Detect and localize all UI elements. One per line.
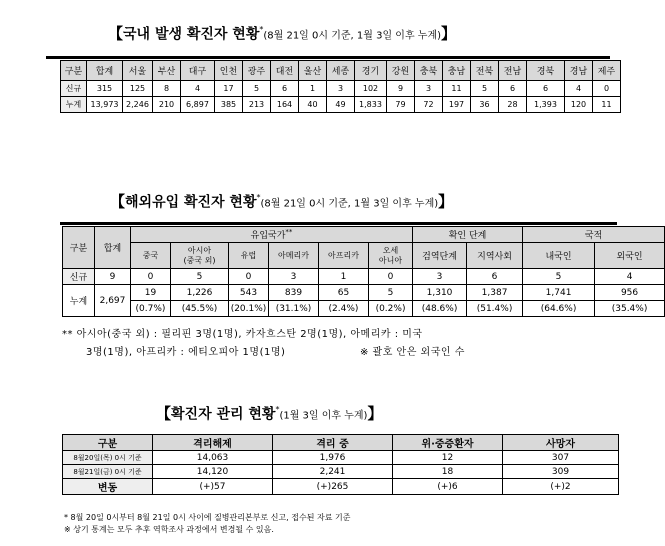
management-header: 구분 bbox=[63, 435, 153, 451]
management-cell: 14,120 bbox=[153, 465, 273, 479]
management-cell: 309 bbox=[503, 465, 619, 479]
management-footnote-1: * 8월 20일 0시부터 8월 21일 0시 사이에 질병관리본부로 신고, 접수된 자료 기준 bbox=[64, 513, 351, 522]
management-cell: (+)57 bbox=[153, 479, 273, 495]
domestic-region-header: 인천 bbox=[215, 61, 243, 81]
management-header: 격리 중 bbox=[273, 435, 393, 451]
management-row-label: 8월20일(목) 0시 기준 bbox=[63, 451, 153, 465]
section2-title-text: 해외유입 확진자 현황 bbox=[125, 194, 257, 211]
imported-country-header: 유럽 bbox=[229, 243, 269, 269]
domestic-gubun-header: 구분 bbox=[61, 61, 87, 81]
domestic-region-header: 충남 bbox=[443, 61, 471, 81]
imported-percent-value: (31.1%) bbox=[269, 301, 319, 317]
section2-title: 【해외유입 확진자 현황*(8월 21일 0시 기준, 1월 3일 이후 누계)】 bbox=[110, 192, 454, 211]
management-cell: 307 bbox=[503, 451, 619, 465]
domestic-region-header: 경북 bbox=[527, 61, 565, 81]
domestic-cell: 49 bbox=[327, 97, 355, 113]
imported-country-group-header bbox=[131, 227, 413, 243]
imported-nation-header: 외국인 bbox=[595, 243, 665, 269]
imported-cum-value: 1,310 bbox=[413, 285, 467, 301]
domestic-cell: 4 bbox=[565, 81, 593, 97]
section2-subtitle: (8월 21일 0시 기준, 1월 3일 이후 누계) bbox=[260, 198, 439, 210]
imported-percent-value: (51.4%) bbox=[467, 301, 523, 317]
domestic-row-label: 누계 bbox=[61, 97, 87, 113]
country-group-label: 유입국가 bbox=[250, 231, 286, 241]
domestic-region-header: 대구 bbox=[181, 61, 215, 81]
domestic-region-header: 대전 bbox=[271, 61, 299, 81]
domestic-cell: 5 bbox=[243, 81, 271, 97]
imported-percent-value: (2.4%) bbox=[319, 301, 369, 317]
imported-new-total: 9 bbox=[95, 269, 131, 285]
domestic-cell: 28 bbox=[499, 97, 527, 113]
management-row bbox=[63, 451, 619, 465]
imported-cum-value: 19 bbox=[131, 285, 171, 301]
imported-stage-header: 검역단계 bbox=[413, 243, 467, 269]
domestic-region-header: 부산 bbox=[153, 61, 181, 81]
imported-gubun-header: 구분 bbox=[63, 227, 95, 269]
domestic-cell: 120 bbox=[565, 97, 593, 113]
imported-new-row bbox=[63, 269, 665, 285]
section1-subtitle: (8월 21일 0시 기준, 1월 3일 이후 누계) bbox=[263, 30, 442, 42]
domestic-cell: 125 bbox=[123, 81, 153, 97]
domestic-cases-table bbox=[60, 60, 621, 113]
domestic-cumulative-row bbox=[61, 97, 621, 113]
imported-cumulative-row bbox=[63, 285, 665, 301]
imported-percent-value: (48.6%) bbox=[413, 301, 467, 317]
imported-new-value: 0 bbox=[369, 269, 413, 285]
domestic-cell: 164 bbox=[271, 97, 299, 113]
imported-header-group-row bbox=[63, 227, 665, 243]
imported-new-value: 3 bbox=[269, 269, 319, 285]
domestic-cell: 1,393 bbox=[527, 97, 565, 113]
management-header: 위·중증환자 bbox=[393, 435, 503, 451]
country-group-asterisk: ** bbox=[285, 228, 293, 236]
section3-subtitle: (1월 3일 이후 누계) bbox=[279, 410, 368, 422]
management-header: 격리해제 bbox=[153, 435, 273, 451]
domestic-region-header: 경남 bbox=[565, 61, 593, 81]
domestic-cell: 0 bbox=[593, 81, 621, 97]
domestic-header-row bbox=[61, 61, 621, 81]
management-cell: (+)265 bbox=[273, 479, 393, 495]
domestic-cell: 36 bbox=[471, 97, 499, 113]
section2-top-rule bbox=[60, 222, 617, 225]
domestic-region-header: 전남 bbox=[499, 61, 527, 81]
imported-note-line1: ** 아시아(중국 외) : 필리핀 3명(1명), 카자흐스탄 2명(1명), 아메리카 : 미국 bbox=[62, 329, 423, 340]
domestic-cell: 13,973 bbox=[87, 97, 123, 113]
imported-country-header: 아프리카 bbox=[319, 243, 369, 269]
domestic-cell: 4 bbox=[181, 81, 215, 97]
domestic-cell: 72 bbox=[415, 97, 443, 113]
management-cell: 1,976 bbox=[273, 451, 393, 465]
imported-cum-value: 1,387 bbox=[467, 285, 523, 301]
management-cell: 14,063 bbox=[153, 451, 273, 465]
management-row-label: 8월21일(금) 0시 기준 bbox=[63, 465, 153, 479]
domestic-region-header: 광주 bbox=[243, 61, 271, 81]
imported-cum-value: 1,741 bbox=[523, 285, 595, 301]
imported-note-line2: 3명(1명), 아프리카 : 에티오피아 1명(1명) bbox=[86, 347, 286, 358]
imported-percent-value: (45.5%) bbox=[171, 301, 229, 317]
imported-country-header: 중국 bbox=[131, 243, 171, 269]
imported-nation-group-header: 국적 bbox=[523, 227, 665, 243]
imported-new-value: 1 bbox=[319, 269, 369, 285]
imported-cum-total: 2,697 bbox=[95, 285, 131, 317]
imported-new-value: 5 bbox=[523, 269, 595, 285]
domestic-cell: 11 bbox=[593, 97, 621, 113]
domestic-cell: 9 bbox=[387, 81, 415, 97]
domestic-region-header: 제주 bbox=[593, 61, 621, 81]
imported-country-header: 아시아 (중국 외) bbox=[171, 243, 229, 269]
imported-percent-value: (0.2%) bbox=[369, 301, 413, 317]
domestic-cell: 3 bbox=[327, 81, 355, 97]
management-row-label: 변동 bbox=[63, 479, 153, 495]
imported-percent-row bbox=[63, 301, 665, 317]
imported-cum-value: 839 bbox=[269, 285, 319, 301]
domestic-row-label: 신규 bbox=[61, 81, 87, 97]
section3-title-asterisk: * bbox=[275, 405, 280, 414]
domestic-cell: 1 bbox=[299, 81, 327, 97]
domestic-region-header: 강원 bbox=[387, 61, 415, 81]
domestic-cell: 6 bbox=[527, 81, 565, 97]
imported-percent-value: (35.4%) bbox=[595, 301, 665, 317]
management-cell: 18 bbox=[393, 465, 503, 479]
imported-header-sub-row bbox=[63, 243, 665, 269]
section3-title: 【확진자 관리 현황*(1월 3일 이후 누계)】 bbox=[156, 404, 383, 423]
management-cell: (+)2 bbox=[503, 479, 619, 495]
domestic-cell: 315 bbox=[87, 81, 123, 97]
domestic-cell: 1,833 bbox=[355, 97, 387, 113]
domestic-cell: 40 bbox=[299, 97, 327, 113]
imported-new-value: 4 bbox=[595, 269, 665, 285]
management-cell: 12 bbox=[393, 451, 503, 465]
domestic-cell: 5 bbox=[471, 81, 499, 97]
domestic-region-header: 경기 bbox=[355, 61, 387, 81]
management-cell: (+)6 bbox=[393, 479, 503, 495]
imported-percent-value: (0.7%) bbox=[131, 301, 171, 317]
domestic-cell: 210 bbox=[153, 97, 181, 113]
imported-percent-value: (20.1%) bbox=[229, 301, 269, 317]
domestic-region-header: 세종 bbox=[327, 61, 355, 81]
imported-cases-table bbox=[62, 226, 665, 317]
imported-cum-value: 5 bbox=[369, 285, 413, 301]
imported-new-value: 0 bbox=[131, 269, 171, 285]
domestic-cell: 6,897 bbox=[181, 97, 215, 113]
imported-cum-value: 956 bbox=[595, 285, 665, 301]
domestic-region-header: 서울 bbox=[123, 61, 153, 81]
imported-country-header: 아메리카 bbox=[269, 243, 319, 269]
imported-new-label: 신규 bbox=[63, 269, 95, 285]
imported-new-value: 5 bbox=[171, 269, 229, 285]
domestic-cell: 11 bbox=[443, 81, 471, 97]
domestic-cell: 197 bbox=[443, 97, 471, 113]
imported-cum-value: 65 bbox=[319, 285, 369, 301]
management-row bbox=[63, 465, 619, 479]
imported-cum-value: 1,226 bbox=[171, 285, 229, 301]
management-header: 사망자 bbox=[503, 435, 619, 451]
imported-total-header: 합계 bbox=[95, 227, 131, 269]
management-header-row bbox=[63, 435, 619, 451]
imported-country-header: 오세 아니아 bbox=[369, 243, 413, 269]
section3-title-text: 확진자 관리 현황 bbox=[171, 406, 276, 423]
domestic-cell: 8 bbox=[153, 81, 181, 97]
imported-percent-value: (64.6%) bbox=[523, 301, 595, 317]
imported-new-value: 0 bbox=[229, 269, 269, 285]
section2-title-asterisk: * bbox=[256, 193, 261, 202]
imported-new-value: 6 bbox=[467, 269, 523, 285]
case-management-table bbox=[62, 434, 619, 495]
imported-stage-header: 지역사회 bbox=[467, 243, 523, 269]
management-change-row bbox=[63, 479, 619, 495]
domestic-region-header: 합계 bbox=[87, 61, 123, 81]
imported-stage-group-header: 확인 단계 bbox=[413, 227, 523, 243]
section1-title: 【국내 발생 확진자 현황*(8월 21일 0시 기준, 1월 3일 이후 누계)】 bbox=[108, 24, 457, 43]
domestic-cell: 102 bbox=[355, 81, 387, 97]
domestic-cell: 6 bbox=[499, 81, 527, 97]
domestic-cell: 2,246 bbox=[123, 97, 153, 113]
domestic-cell: 17 bbox=[215, 81, 243, 97]
domestic-region-header: 충북 bbox=[415, 61, 443, 81]
imported-cum-label: 누계 bbox=[63, 285, 95, 317]
section1-top-rule bbox=[46, 56, 610, 59]
domestic-new-row bbox=[61, 81, 621, 97]
imported-nation-header: 내국인 bbox=[523, 243, 595, 269]
domestic-region-header: 전북 bbox=[471, 61, 499, 81]
domestic-cell: 3 bbox=[415, 81, 443, 97]
domestic-region-header: 울산 bbox=[299, 61, 327, 81]
imported-note-line2b: ※ 괄호 안은 외국인 수 bbox=[360, 347, 465, 358]
section1-title-asterisk: * bbox=[259, 25, 264, 34]
imported-cum-value: 543 bbox=[229, 285, 269, 301]
domestic-cell: 6 bbox=[271, 81, 299, 97]
management-footnote-2: ※ 상기 통계는 모두 추후 역학조사 과정에서 변경될 수 있음. bbox=[64, 525, 274, 534]
imported-new-value: 3 bbox=[413, 269, 467, 285]
domestic-cell: 213 bbox=[243, 97, 271, 113]
section1-title-text: 국내 발생 확진자 현황 bbox=[123, 26, 260, 43]
domestic-cell: 385 bbox=[215, 97, 243, 113]
domestic-cell: 79 bbox=[387, 97, 415, 113]
management-cell: 2,241 bbox=[273, 465, 393, 479]
